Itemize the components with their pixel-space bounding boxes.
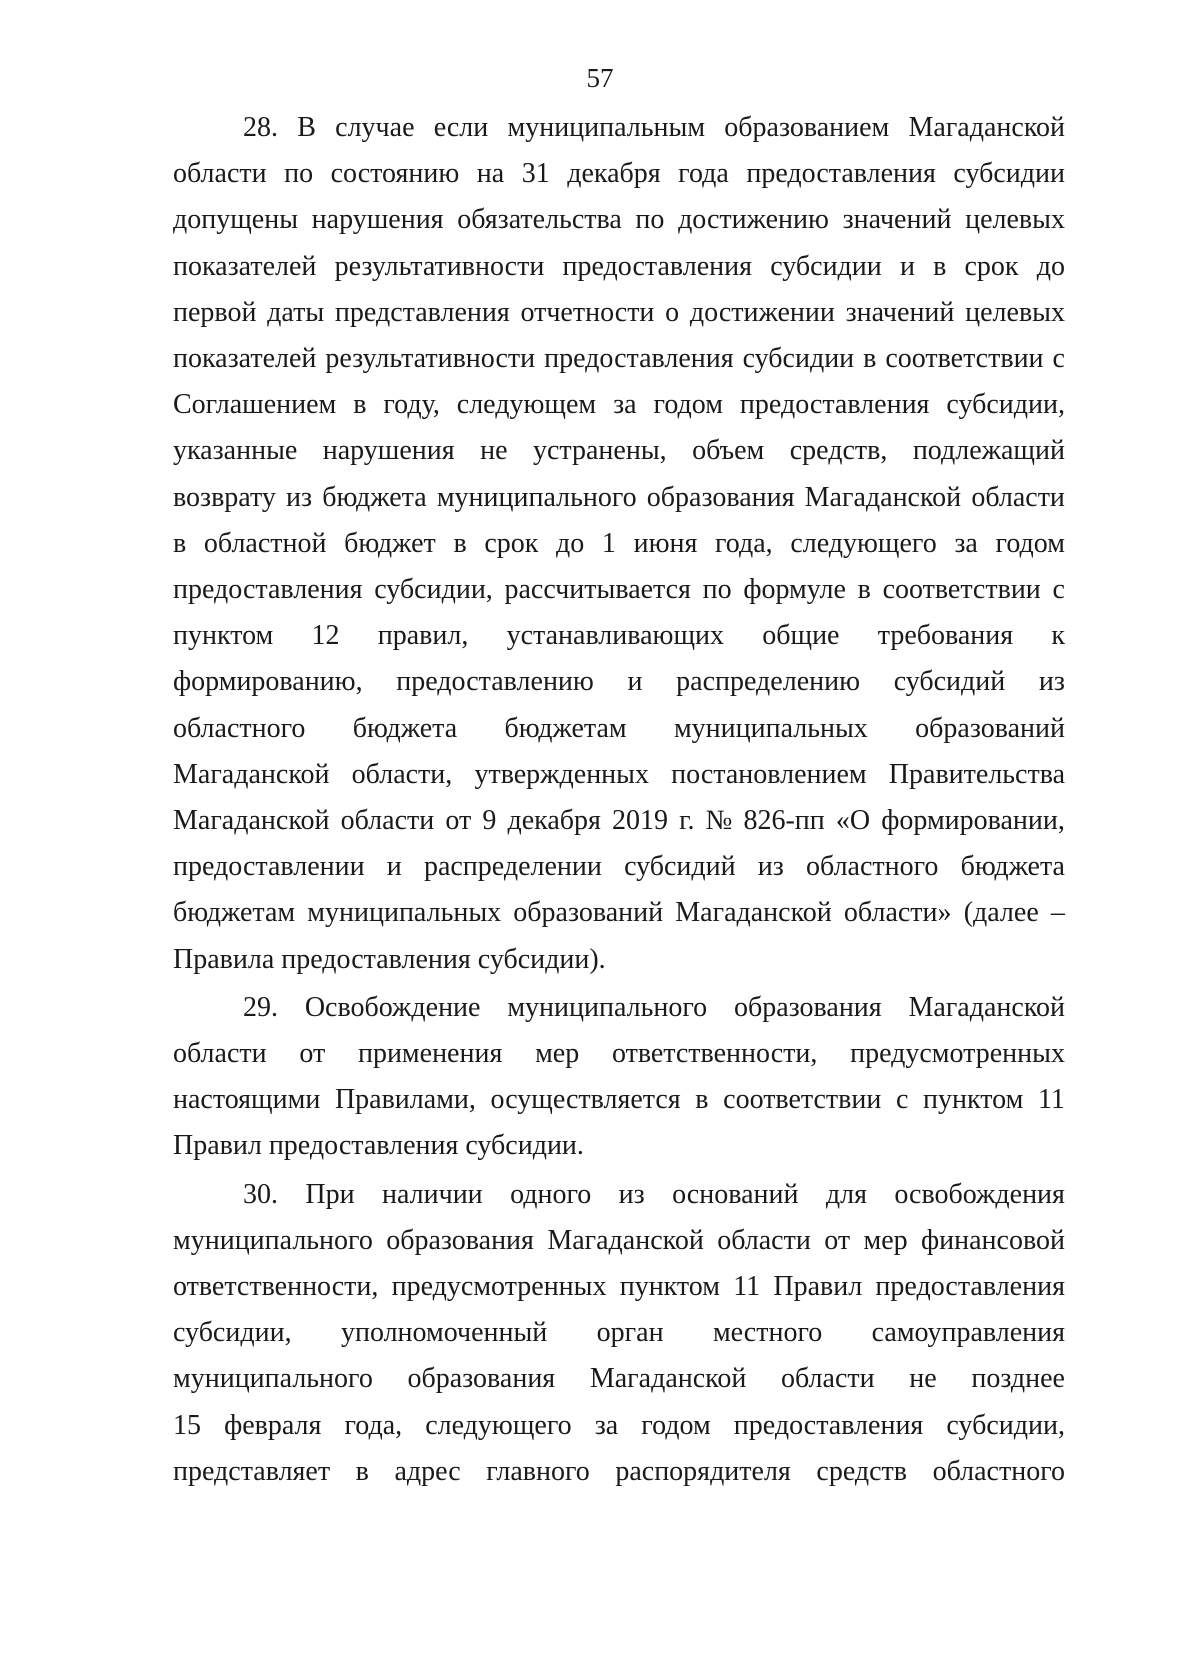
text-line: показателей результативности предоставления субсидии в соответствии с [173, 343, 1065, 375]
text-line: бюджетам муниципальных образований Магаданской области» (далее – [173, 897, 1065, 929]
page-number: 57 [586, 63, 614, 93]
document-body [173, 105, 1065, 1497]
text-line: 15 февраля года, следующего за годом предоставления субсидии, [173, 1409, 1065, 1441]
text-line: Магаданской области от 9 декабря 2019 г. № 826-пп «О формировании, [173, 805, 1065, 837]
text-line: муниципального образования Магаданской области не позднее [173, 1363, 1065, 1395]
text-line: показателей результативности предоставления субсидии и в срок до [173, 250, 1065, 282]
text-line: возврату из бюджета муниципального образования Магаданской области [173, 481, 1065, 513]
text-line: областного бюджета бюджетам муниципальных образований [173, 712, 1065, 744]
text-line: в областной бюджет в срок до 1 июня года, следующего за годом [173, 527, 1065, 559]
paragraph-28 [173, 105, 1065, 983]
text-line: пунктом 12 правил, устанавливающих общие требования к [173, 620, 1065, 652]
text-line: ответственности, предусмотренных пунктом 11 Правил предоставления [173, 1271, 1065, 1303]
text-line: субсидии, уполномоченный орган местного самоуправления [173, 1317, 1065, 1349]
text-line: предоставления субсидии, рассчитывается по формуле в соответствии с [173, 574, 1065, 606]
text-line: 29. Освобождение муниципального образования Магаданской [243, 991, 1065, 1023]
text-line: первой даты представления отчетности о достижении значений целевых [173, 296, 1065, 328]
text-line: 30. При наличии одного из оснований для освобождения [243, 1178, 1065, 1210]
paragraph-30 [173, 1172, 1065, 1495]
text-line: области по состоянию на 31 декабря года предоставления субсидии [173, 158, 1065, 190]
text-line: 28. В случае если муниципальным образованием Магаданской [243, 112, 1065, 143]
text-line: формированию, предоставлению и распределению субсидий из [173, 666, 1065, 698]
text-line: Соглашением в году, следующем за годом предоставления субсидии, [173, 389, 1065, 421]
text-line: Магаданской области, утвержденных постановлением Правительства [173, 758, 1065, 790]
text-line: муниципального образования Магаданской области от мер финансовой [173, 1224, 1065, 1256]
text-line: допущены нарушения обязательства по достижению значений целевых [173, 204, 1065, 236]
text-line: Правила предоставления субсидии). [173, 943, 606, 975]
text-line: настоящими Правилами, осуществляется в соответствии с пунктом 11 [173, 1084, 1065, 1116]
paragraph-29 [173, 985, 1065, 1170]
text-line: предоставлении и распределении субсидий из областного бюджета [173, 851, 1065, 883]
text-line: представляет в адрес главного распорядителя средств областного [173, 1455, 1065, 1487]
text-line: указанные нарушения не устранены, объем средств, подлежащий [173, 435, 1065, 467]
text-line: Правил предоставления субсидии. [173, 1130, 584, 1162]
text-line: области от применения мер ответственности, предусмотренных [173, 1038, 1065, 1070]
